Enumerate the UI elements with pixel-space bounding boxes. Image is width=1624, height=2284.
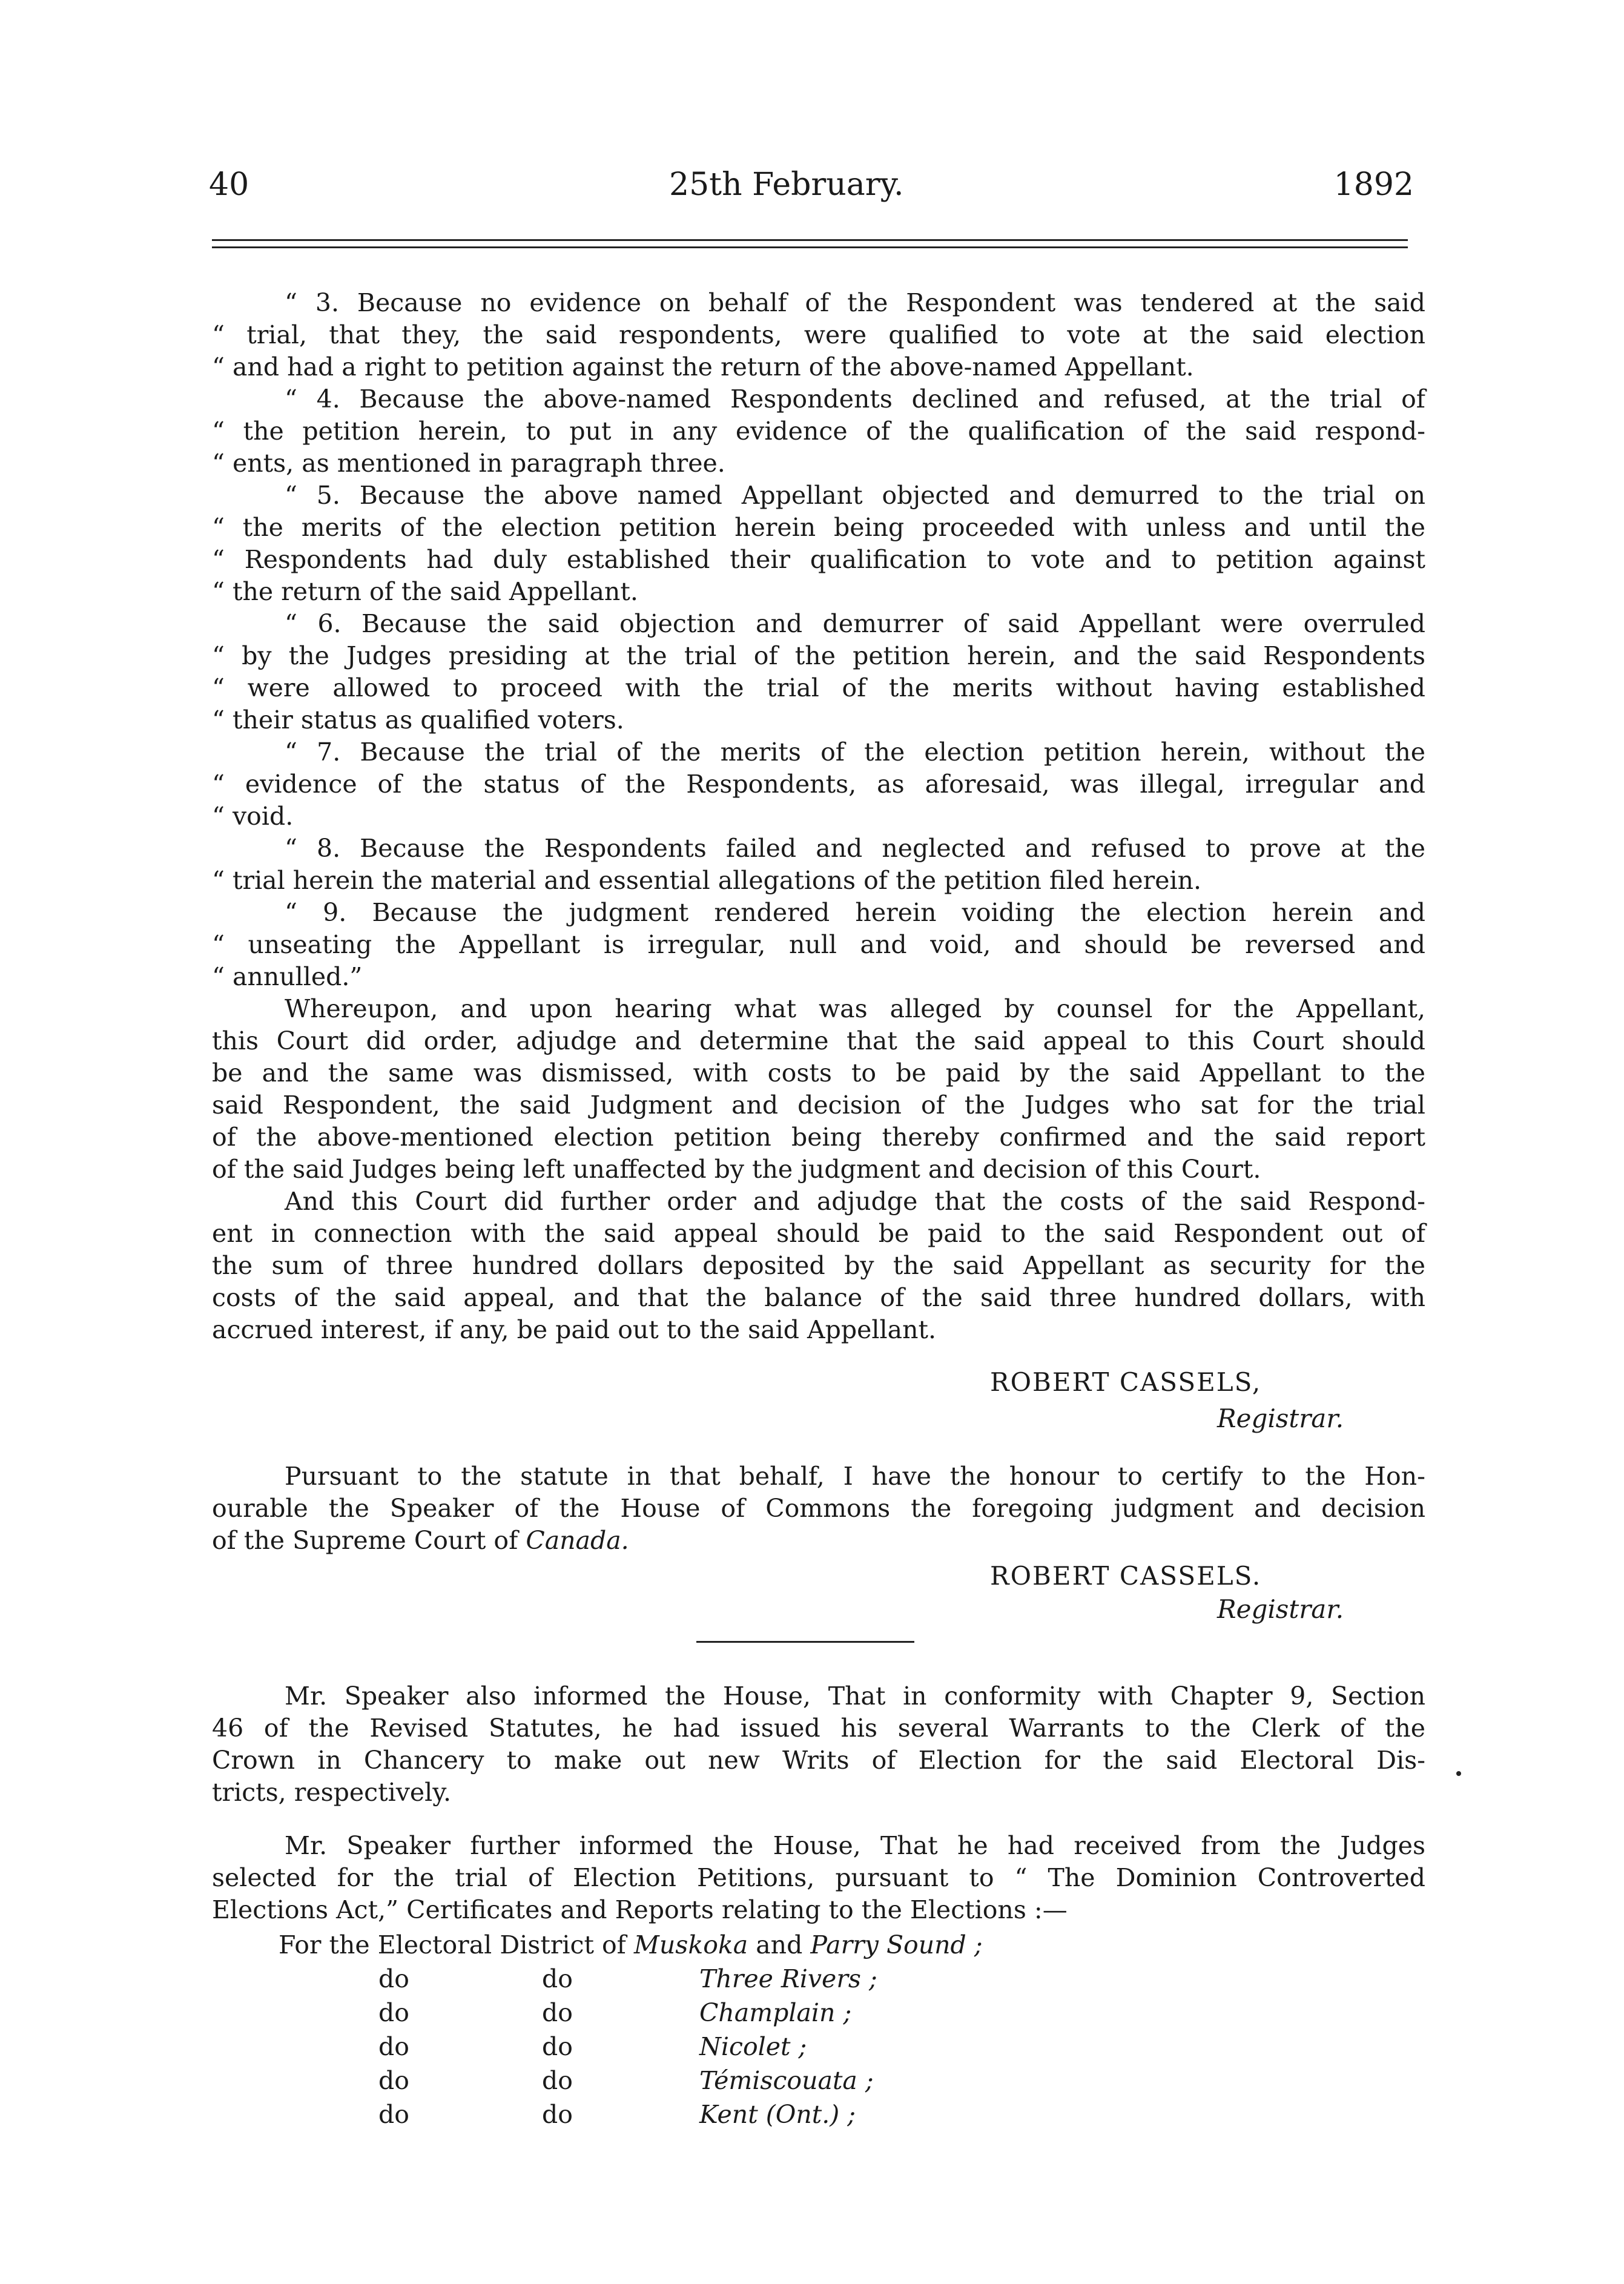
text-line: of the said Judges being left unaffected by the judgment and decision of this Court. (212, 1155, 1261, 1184)
text-line: “ Respondents had duly established their qualification to vote and to petition against (212, 545, 1425, 574)
district-name: Kent (Ont.) ; (699, 2100, 856, 2129)
text-line: “ void. (212, 802, 294, 831)
text-line: Elections Act,” Certificates and Reports relating to the Elections :— (212, 1895, 1068, 1924)
text-line: Mr. Speaker further informed the House, That he had received from the Judges (285, 1831, 1425, 1860)
district-name: Témiscouata ; (699, 2066, 874, 2095)
header-rule-top (212, 239, 1408, 241)
text-line: this Court did order, adjudge and determine that the said appeal to this Court should (212, 1026, 1425, 1055)
text-line: “ 7. Because the trial of the merits of the election petition herein, without the (285, 738, 1425, 767)
text-line: Pursuant to the statute in that behalf, I have the honour to certify to the Hon- (285, 1462, 1425, 1491)
text-line: be and the same was dismissed, with costs to be paid by the said Appellant to the (212, 1058, 1425, 1088)
text-line: “ 9. Because the judgment rendered herein voiding the election herein and (285, 898, 1425, 927)
text-line: “ unseating the Appellant is irregular, null and void, and should be reversed and (212, 930, 1425, 959)
text-line: selected for the trial of Election Petitions, pursuant to “ The Dominion Controverted (212, 1863, 1425, 1892)
text-line: tricts, respectively. (212, 1778, 451, 1807)
ditto-mark: do (378, 1998, 409, 2027)
ditto-mark: do (542, 2066, 573, 2095)
text-line: ourable the Speaker of the House of Commons the foregoing judgment and decision (212, 1494, 1425, 1523)
ditto-mark: do (542, 1998, 573, 2027)
text-line: of the Supreme Court of Canada. (212, 1526, 629, 1555)
text-line: “ 8. Because the Respondents failed and neglected and refused to prove at the (285, 834, 1425, 863)
page-date: 25th February. (669, 167, 904, 203)
text-line: “ annulled.” (212, 962, 363, 991)
ditto-mark: do (378, 1964, 409, 1993)
ditto-mark: do (378, 2032, 409, 2061)
text-line: “ and had a right to petition against the return of the above-named Appellant. (212, 352, 1194, 381)
text-line: “ the petition herein, to put in any evidence of the qualification of the said respond- (212, 417, 1425, 446)
registrar-signature-title: Registrar. (1217, 1404, 1344, 1433)
text-line: “ were allowed to proceed with the trial of the merits without having established (212, 673, 1425, 702)
text-line: “ trial herein the material and essential allegations of the petition filed herein. (212, 866, 1202, 895)
text-line: “ the merits of the election petition herein being proceeded with unless and until the (212, 513, 1425, 542)
page-number: 40 (209, 167, 249, 203)
text-line: ent in connection with the said appeal should be paid to the said Respondent out of (212, 1219, 1425, 1248)
text-line: “ the return of the said Appellant. (212, 577, 638, 606)
text-line: the sum of three hundred dollars deposited by the said Appellant as security for the (212, 1251, 1425, 1280)
text-line: 46 of the Revised Statutes, he had issued his several Warrants to the Clerk of the (212, 1714, 1425, 1743)
italic-country: Canada. (526, 1526, 629, 1555)
district-name: Parry Sound ; (810, 1930, 983, 1959)
text-line: “ trial, that they, the said respondents, were qualified to vote at the said election (212, 320, 1425, 349)
text-line: And this Court did further order and adjudge that the costs of the said Respond- (285, 1187, 1425, 1216)
text-line: of the above-mentioned election petition being thereby confirmed and the said report (212, 1123, 1425, 1152)
text-line: “ 3. Because no evidence on behalf of the Respondent was tendered at the said (285, 288, 1425, 317)
section-divider (696, 1641, 914, 1643)
page-year: 1892 (1333, 167, 1414, 203)
district-name: Champlain ; (699, 1998, 852, 2027)
ditto-mark: do (542, 1964, 573, 1993)
text-line: accrued interest, if any, be paid out to the said Appellant. (212, 1315, 936, 1344)
registrar-signature-title: Registrar. (1217, 1594, 1344, 1624)
text-line: “ 6. Because the said objection and demurrer of said Appellant were overruled (285, 609, 1425, 638)
text-line: “ evidence of the status of the Respondents, as aforesaid, was illegal, irregular and (212, 770, 1425, 799)
district-name: Nicolet ; (699, 2032, 807, 2061)
header-rule-bottom (212, 246, 1408, 248)
districts-first-line: For the Electoral District of Muskoka and Parry Sound ; (279, 1930, 983, 1959)
text-line: Crown in Chancery to make out new Writs of Election for the said Electoral Dis- (212, 1746, 1425, 1775)
text-line: “ 5. Because the above named Appellant objected and demurred to the trial on (285, 481, 1425, 510)
text-line: Whereupon, and upon hearing what was alleged by counsel for the Appellant, (285, 994, 1425, 1023)
ditto-mark: do (542, 2032, 573, 2061)
text-line: “ their status as qualified voters. (212, 705, 624, 734)
page-header (209, 167, 1414, 209)
text-line: “ ents, as mentioned in paragraph three. (212, 449, 725, 478)
ditto-mark: do (378, 2100, 409, 2129)
text-line: said Respondent, the said Judgment and decision of the Judges who sat for the trial (212, 1091, 1425, 1120)
registrar-signature-name: ROBERT CASSELS, (990, 1367, 1262, 1397)
text-line: “ 4. Because the above-named Respondents declined and refused, at the trial of (285, 385, 1425, 414)
registrar-signature-name: ROBERT CASSELS. (990, 1561, 1262, 1591)
ditto-mark: do (378, 2066, 409, 2095)
text-line: costs of the said appeal, and that the balance of the said three hundred dollars, with (212, 1283, 1425, 1312)
district-name: Muskoka (633, 1930, 748, 1959)
text-line: Mr. Speaker also informed the House, That in conformity with Chapter 9, Section (285, 1682, 1425, 1711)
text-line: “ by the Judges presiding at the trial of the petition herein, and the said Respondents (212, 641, 1425, 670)
stray-mark (1456, 1771, 1461, 1776)
ditto-mark: do (542, 2100, 573, 2129)
district-name: Three Rivers ; (699, 1964, 877, 1993)
